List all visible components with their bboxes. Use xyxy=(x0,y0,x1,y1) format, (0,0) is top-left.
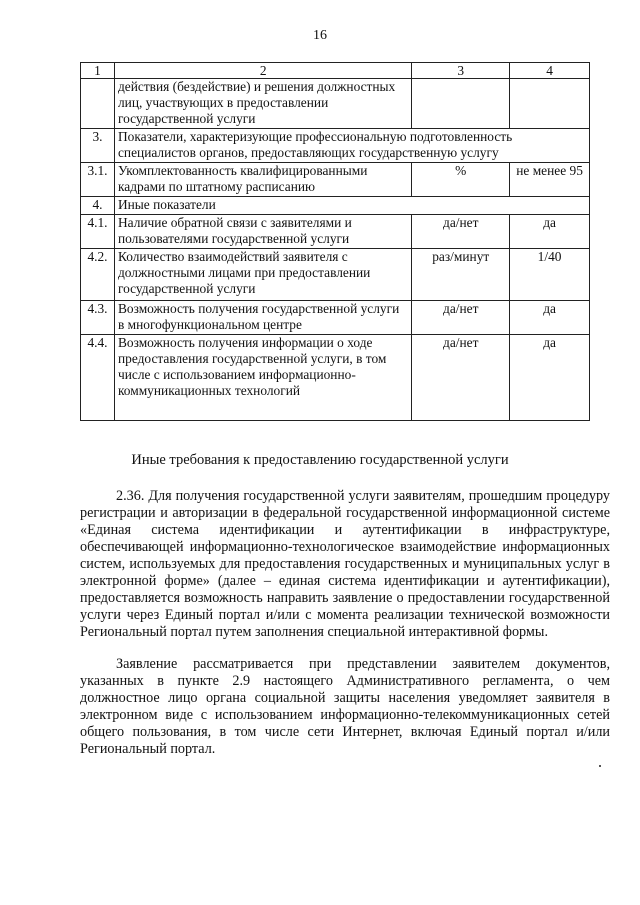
table-row xyxy=(81,335,590,421)
row-text: Возможность получения государственной услуги в многофункциональном центре xyxy=(114,301,411,335)
table-row xyxy=(81,79,590,129)
row-number: 4.1. xyxy=(81,215,115,249)
row-number xyxy=(81,79,115,129)
row-number: 3. xyxy=(81,129,115,163)
table-row xyxy=(81,197,590,215)
row-text: Показатели, характеризующие профессиональную подготовленность специалистов органов, предоставляющих государственную услугу xyxy=(114,129,589,163)
table-row xyxy=(81,129,590,163)
row-unit: раз/минут xyxy=(412,249,510,301)
table-row xyxy=(81,163,590,197)
table-row xyxy=(81,301,590,335)
row-number: 4.4. xyxy=(81,335,115,421)
row-text: Количество взаимодействий заявителя с должностными лицами при предоставлении государственной услуги xyxy=(114,249,411,301)
row-unit: да/нет xyxy=(412,215,510,249)
scan-speck xyxy=(599,765,601,767)
section-title: Иные требования к предоставлению государственной услуги xyxy=(131,452,509,468)
row-number: 4.2. xyxy=(81,249,115,301)
row-unit: % xyxy=(412,163,510,197)
header-cell: 4 xyxy=(510,63,590,79)
paragraph: Заявление рассматривается при представлении заявителем документов, указанных в пункте 2.9 настоящего Административного регламента, о чем должностное лицо органа социальной защиты населения уведомляет заявителя в электронном виде с использованием информационно-телекоммуникационных сетей общего пользования, в том числе сети Интернет, включая Единый портал и/или Региональный портал. xyxy=(80,656,610,757)
row-value: да xyxy=(510,301,590,335)
row-text: Наличие обратной связи с заявителями и пользователями государственной услуги xyxy=(114,215,411,249)
row-text: Возможность получения информации о ходе предоставления государственной услуги, в том числе с использованием информационно-коммуникационных технологий xyxy=(114,335,411,421)
row-value: да xyxy=(510,215,590,249)
row-value xyxy=(510,79,590,129)
row-unit: да/нет xyxy=(412,301,510,335)
row-text: действия (бездействие) и решения должностных лиц, участвующих в предоставлении государственной услуги xyxy=(114,79,411,129)
table-header-row xyxy=(81,63,590,79)
page-number: 16 xyxy=(313,28,327,43)
paragraph: 2.36. Для получения государственной услуги заявителям, прошедшим процедуру регистрации и авторизации в федеральной государственной информационной системе «Единая система идентификации и аутентификации в инфраструктуре, обеспечивающей информационно-технологическое взаимодействие информационных систем, используемых для предоставления государственных и муниципальных услуг в электронной форме» (далее – единая система идентификации и аутентификации), предоставляется возможность направить заявление о предоставлении государственной услуги через Единый портал и/или с момента реализации технической возможности Региональный портал путем заполнения специальной интерактивной формы. xyxy=(80,488,610,640)
row-number: 4.3. xyxy=(81,301,115,335)
row-number: 3.1. xyxy=(81,163,115,197)
row-number: 4. xyxy=(81,197,115,215)
row-text: Укомплектованность квалифицированными кадрами по штатному расписанию xyxy=(114,163,411,197)
indicators-table xyxy=(80,62,590,421)
row-value: 1/40 xyxy=(510,249,590,301)
row-unit xyxy=(412,79,510,129)
header-cell: 2 xyxy=(114,63,411,79)
table-row xyxy=(81,215,590,249)
row-text: Иные показатели xyxy=(114,197,589,215)
row-value: не менее 95 xyxy=(510,163,590,197)
header-cell: 1 xyxy=(81,63,115,79)
table-row xyxy=(81,249,590,301)
header-cell: 3 xyxy=(412,63,510,79)
row-unit: да/нет xyxy=(412,335,510,421)
row-value: да xyxy=(510,335,590,421)
